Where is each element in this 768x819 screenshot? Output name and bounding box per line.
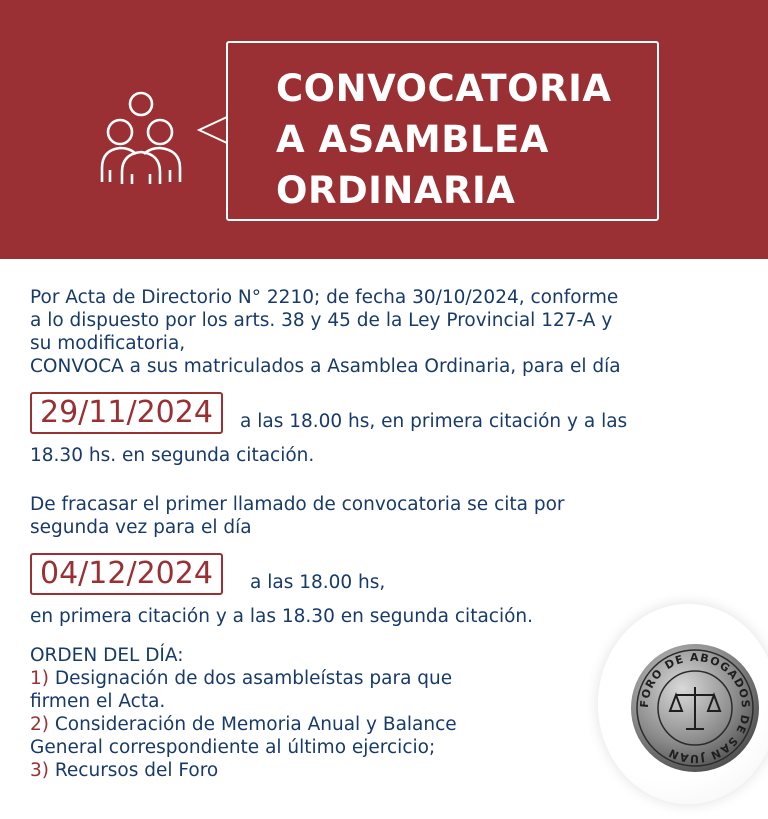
first-call-date: 29/11/2024 [30,392,223,434]
agenda-item-text-cont: General correspondiente al último ejercicio; [30,737,436,758]
title-box [226,41,659,221]
intro-line-1: Por Acta de Directorio N° 2210; de fecha 30/10/2024, conforme [30,287,619,308]
agenda-item-number: 3) [30,760,49,781]
second-intro-line-1: De fracasar el primer llamado de convocatoria se cita por [30,494,565,515]
second-call-date: 04/12/2024 [30,553,223,595]
seal-text: FORO DE ABOGADOS DE SAN JUAN [637,650,753,766]
second-call-text: a las 18.00 hs, [250,572,386,593]
intro-line-3: su modificatoria, [30,333,186,354]
page-title [276,63,612,216]
intro-paragraph [30,286,750,378]
agenda-item-number: 2) [30,714,49,735]
agenda-item-text-cont: firmen el Acta. [30,691,166,712]
title-line-1: CONVOCATORIA [276,67,612,110]
agenda-item-text: Recursos del Foro [54,760,219,781]
second-call-row [30,553,750,605]
title-line-2: A ASAMBLEA [276,118,549,161]
speech-bubble-tail [197,114,229,146]
first-call-text-cont: 18.30 hs. en segunda citación. [30,445,315,466]
first-call-row [30,392,750,444]
second-call-text-cont: en primera citación y a las 18.30 en segunda citación. [30,606,534,627]
title-line-3: ORDINARIA [276,169,516,212]
agenda-heading: ORDEN DEL DÍA: [30,645,184,666]
foro-seal-logo [628,641,762,775]
header-banner [0,0,768,259]
intro-line-2: a lo dispuesto por los arts. 38 y 45 de la Ley Provincial 127-A y [30,310,613,331]
second-intro-line-2: segunda vez para el día [30,517,252,538]
agenda-item-text: Designación de dos asambleístas para que [54,668,453,689]
agenda-item-text: Consideración de Memoria Anual y Balance [54,714,457,735]
people-group-icon [96,90,186,186]
first-call-text: a las 18.00 hs, en primera citación y a las [240,411,628,432]
agenda-item-number: 1) [30,668,49,689]
second-intro-paragraph [30,493,750,539]
intro-line-4: CONVOCA a sus matriculados a Asamblea Ordinaria, para el día [30,356,621,377]
